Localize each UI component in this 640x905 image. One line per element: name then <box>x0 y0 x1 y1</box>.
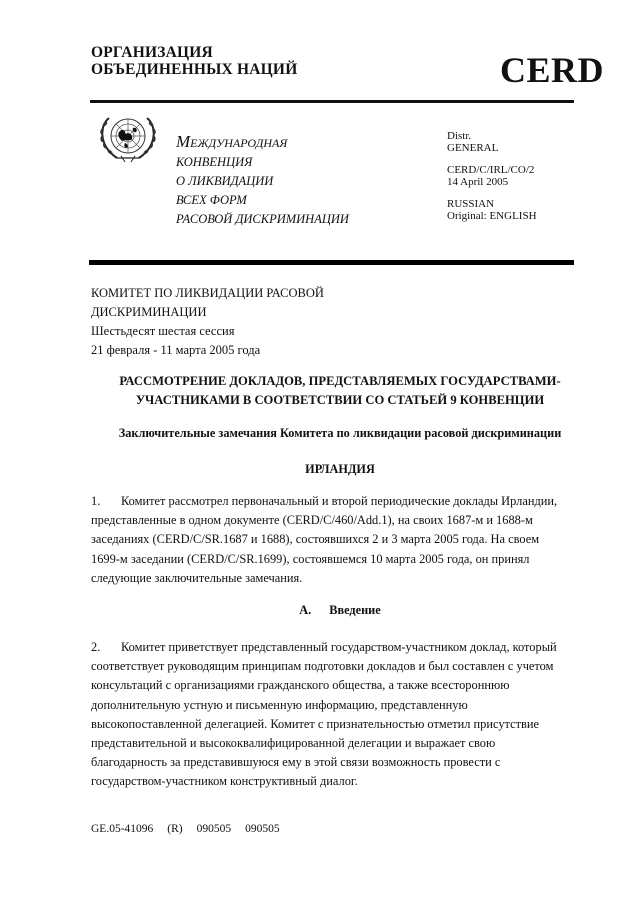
organization-line-2: ОБЪЕДИНЕННЫХ НАЦИЙ <box>91 61 298 78</box>
title-line-1: РАССМОТРЕНИЕ ДОКЛАДОВ, ПРЕДСТАВЛЯЕМЫХ ГОСУДАРСТВАМИ- <box>119 374 561 388</box>
convention-line-5: РАСОВОЙ ДИСКРИМИНАЦИИ <box>176 212 349 226</box>
document-footer <box>91 822 294 836</box>
organization-name <box>91 44 297 78</box>
header-rule <box>90 100 574 103</box>
paragraph-line: представительной и высококвалифицированной делегации и выражает свою <box>91 736 496 751</box>
paragraph-line: высокопоставленной делегацией. Комитет с признательностью отметил присутствие <box>91 716 539 731</box>
doc-language: RUSSIAN <box>447 198 495 210</box>
doc-date: 14 April 2005 <box>447 175 509 188</box>
section-letter: A. <box>299 603 312 617</box>
session-name: Шестьдесят шестая сессия <box>91 324 235 338</box>
paragraph-number: 1. <box>91 494 101 508</box>
paragraph-1 <box>91 492 591 588</box>
committee-info <box>91 284 324 360</box>
session-dates: 21 февраля - 11 марта 2005 года <box>91 343 261 357</box>
paragraph-line: заседаниях (CERD/C/SR.1687 и 1688), состоявшихся 2 и 3 марта 2005 года. На своем <box>91 532 540 547</box>
document-symbol-heading: CERD <box>500 50 605 90</box>
distribution-block <box>447 131 537 222</box>
footer-date-2: 090505 <box>245 823 280 835</box>
distr-label: Distr. <box>447 130 472 142</box>
distr-value: GENERAL <box>447 141 499 154</box>
language-code: (R) <box>167 823 183 835</box>
paragraph-line: благодарность за представившуюся ему в этой связи возможность провести с <box>91 755 501 770</box>
un-emblem-icon <box>95 112 161 164</box>
organization-line-1: ОРГАНИЗАЦИЯ <box>91 44 213 61</box>
paragraph-line: 1699-м заседании (CERD/C/SR.1699), состоявшемся 10 марта 2005 года, он принял <box>91 551 530 566</box>
committee-line-2: ДИСКРИМИНАЦИИ <box>91 305 207 319</box>
masthead-rule <box>89 260 574 265</box>
section-heading-a <box>60 602 620 618</box>
committee-line-1: КОМИТЕТ ПО ЛИКВИДАЦИИ РАСОВОЙ <box>91 286 324 300</box>
document-title <box>60 372 620 410</box>
doc-symbol: CERD/C/IRL/CO/2 <box>447 164 535 176</box>
paragraph-line: Комитет рассмотрел первоначальный и второй периодические доклады Ирландии, <box>121 494 558 508</box>
title-line-2: УЧАСТНИКАМИ В СООТВЕТСТВИИ СО СТАТЬЕЙ 9 КОНВЕНЦИИ <box>135 393 545 407</box>
footer-date-1: 090505 <box>196 823 232 835</box>
convention-line-2: КОНВЕНЦИЯ <box>176 155 253 169</box>
paragraph-line: представленные в одном документе (CERD/C/460/Add.1), на своих 1687-м и 1688-м <box>91 513 533 528</box>
paragraph-line: соответствует руководящим принципам подготовки докладов и был составлен с учетом <box>91 659 554 674</box>
section-title: Введение <box>329 603 381 617</box>
convention-line-3: О ЛИКВИДАЦИИ <box>176 174 274 188</box>
convention-initial: М <box>176 132 191 151</box>
paragraph-number: 2. <box>91 640 101 654</box>
paragraph-line: Комитет приветствует представленный государством-участником доклад, который <box>121 640 557 654</box>
convention-line-4: ВСЕХ ФОРМ <box>176 193 247 207</box>
paragraph-line: следующие заключительные замечания. <box>91 570 303 585</box>
country-heading: ИРЛАНДИЯ <box>305 462 375 476</box>
job-number: GE.05-41096 <box>91 823 154 835</box>
convention-line-1: ЕЖДУНАРОДНАЯ <box>190 136 288 150</box>
doc-original-language: Original: ENGLISH <box>447 209 537 222</box>
paragraph-line: дополнительную устную и письменную информацию, представленную <box>91 697 468 712</box>
paragraph-line: консультаций с организациями гражданского общества, а также всестороннюю <box>91 678 510 693</box>
document-subtitle: Заключительные замечания Комитета по ликвидации расовой дискриминации <box>118 426 562 440</box>
paragraph-line: государством-участником конструктивный диалог. <box>91 774 358 789</box>
convention-title <box>176 132 349 229</box>
paragraph-2 <box>91 638 591 792</box>
